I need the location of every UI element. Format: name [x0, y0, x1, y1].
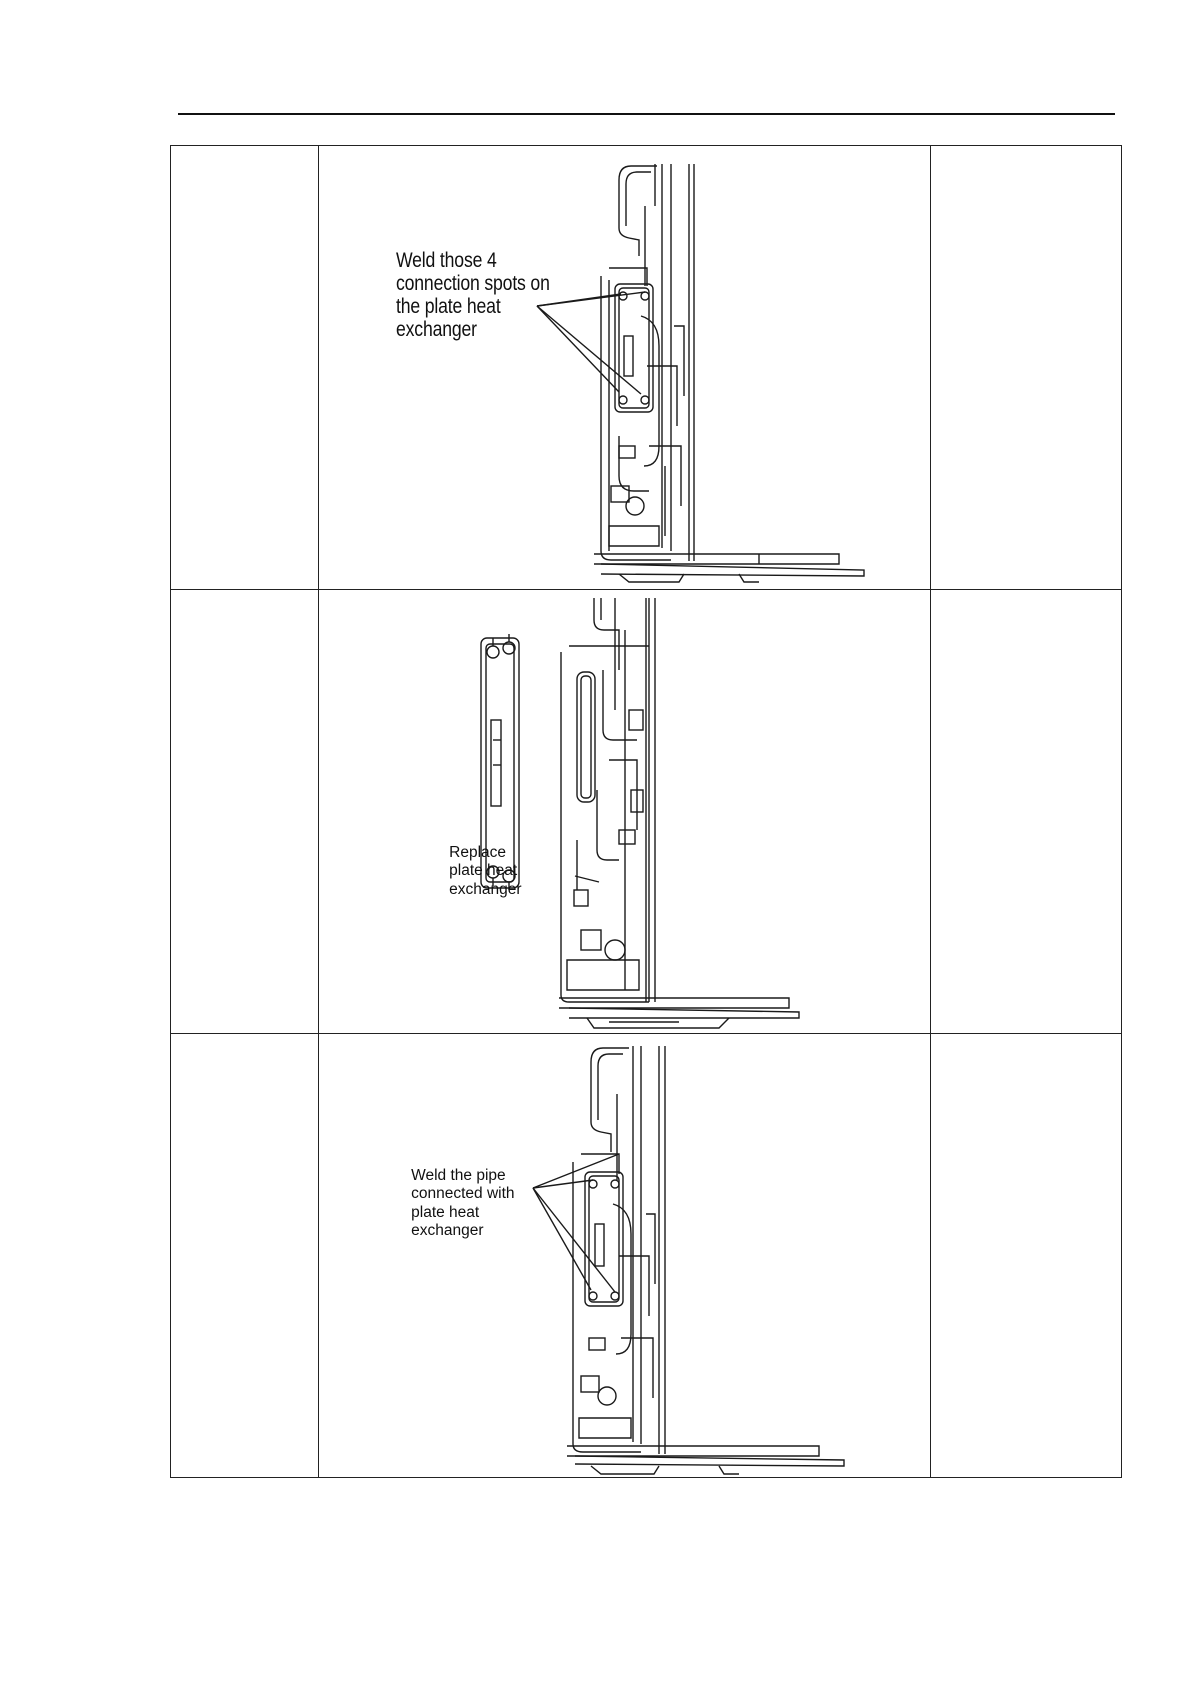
callout-line: exchanger	[449, 880, 522, 898]
step-row-3	[171, 1034, 1122, 1478]
callout-line: exchanger	[411, 1221, 484, 1239]
figure-cell-2	[319, 590, 931, 1034]
callout-line: the plate heat	[396, 295, 501, 319]
figure-callout-1	[396, 249, 550, 341]
outdoor-unit-diagram	[319, 1034, 930, 1478]
callout-line: exchanger	[396, 318, 478, 342]
callout-line: Weld the pipe	[411, 1167, 506, 1184]
callout-line: connection spots on	[396, 272, 550, 296]
step-row-2	[171, 590, 1122, 1034]
step-cell-1	[171, 146, 319, 590]
figure-cell-1	[319, 146, 931, 590]
figure-cell-3	[319, 1034, 931, 1478]
figure-callout-2	[449, 844, 521, 899]
step-row-1	[171, 146, 1122, 590]
unit-figure-weld-pipe	[319, 1034, 930, 1477]
outdoor-unit-diagram	[319, 590, 930, 1034]
step-cell-2	[171, 590, 319, 1034]
unit-figure-weld-spots	[319, 146, 930, 589]
callout-line: plate heat	[411, 1203, 480, 1221]
step-cell-3	[171, 1034, 319, 1478]
callout-line: plate heat	[449, 862, 518, 880]
callout-line: connected with	[411, 1185, 515, 1203]
unit-figure-replace	[319, 590, 930, 1033]
procedure-table	[170, 145, 1122, 1478]
callout-line: Replace	[449, 844, 507, 861]
note-cell-2	[930, 590, 1121, 1034]
note-cell-3	[930, 1034, 1121, 1478]
callout-line: Weld those 4	[396, 249, 497, 272]
figure-callout-3	[411, 1167, 514, 1240]
header-rule	[178, 113, 1115, 115]
outdoor-unit-diagram	[319, 146, 930, 590]
note-cell-1	[930, 146, 1121, 590]
